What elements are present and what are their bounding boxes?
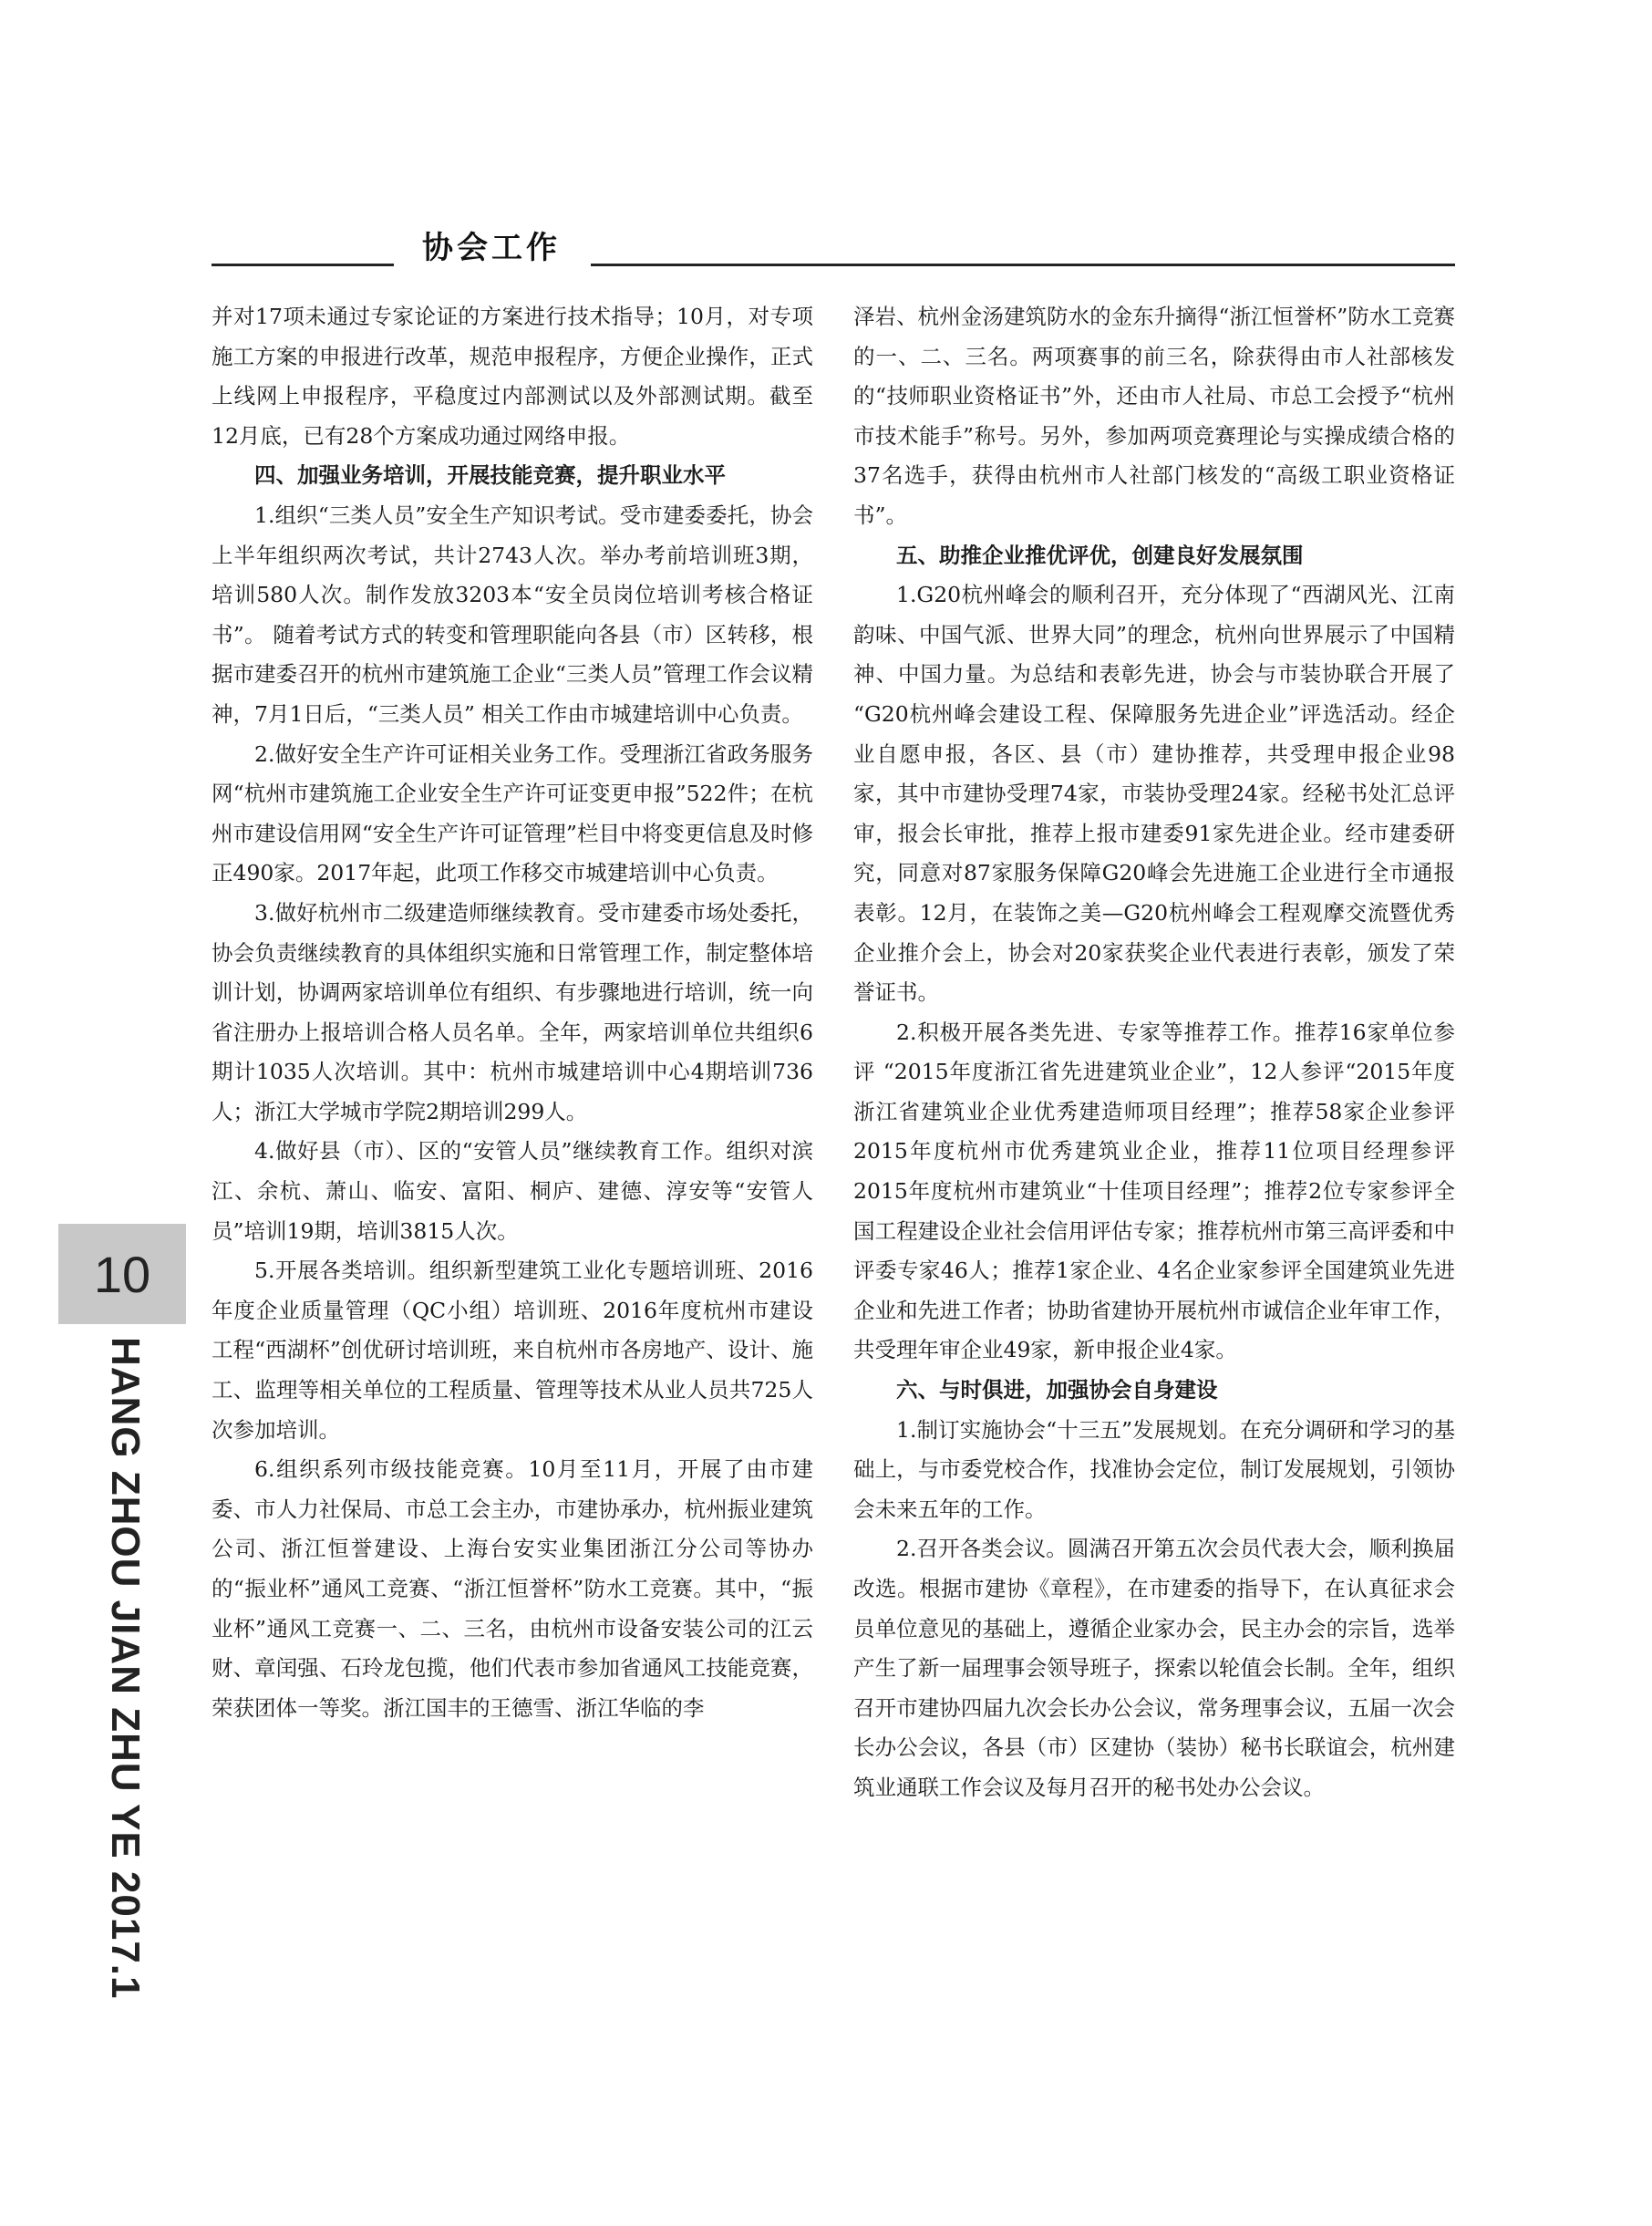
paragraph: 并对17项未通过专家论证的方案进行技术指导；10月，对专项施工方案的申报进行改革，规范申报程序，方便企业操作，正式上线网上申报程序，平稳度过内部测试以及外部测试期。截至12月底，已有28个方案成功通过网络申报。 xyxy=(212,304,813,449)
paragraph: 1.G20杭州峰会的顺利召开，充分体现了“西湖风光、江南韵味、中国气派、世界大同”的理念，杭州向世界展示了中国精神、中国力量。为总结和表彰先进，协会与市装协联合开展了 “G20杭州峰会建设工程、保障服务先进企业”评选活动。经企业自愿申报，各区、县（市）建协推荐，共受理申报企业98家，其中市建协受理74家，市装协受理24家。经秘书处汇总评审，报会长审批，推荐上报市建委91家先进企业。经市建委研究，同意对87家服务保障G20峰会先进施工企业进行全市通报表彰。12月，在装饰之美—G20杭州峰会工程观摩交流暨优秀企业推介会上，协会对20家获奖企业代表进行表彰，颁发了荣誉证书。 xyxy=(853,582,1455,1006)
paragraph: 5.开展各类培训。组织新型建筑工业化专题培训班、2016年度企业质量管理（QC小组）培训班、2016年度杭州市建设工程“西湖杯”创优研讨培训班，来自杭州市各房地产、设计、施工、监理等相关单位的工程质量、管理等技术从业人员共725人次参加培训。 xyxy=(212,1258,813,1443)
page-number-tab xyxy=(58,1224,186,1324)
journal-name-vertical: HANG ZHOU JIAN ZHU YE 2017.1 xyxy=(103,1337,148,2000)
header-rule-right xyxy=(591,264,1455,266)
paragraph: 1.制订实施协会“十三五”发展规划。在充分调研和学习的基础上，与市委党校合作，找准协会定位，制订发展规划，引领协会未来五年的工作。 xyxy=(853,1416,1455,1522)
paragraph: 泽岩、杭州金汤建筑防水的金东升摘得“浙江恒誉杯”防水工竞赛的一、二、三名。两项赛事的前三名，除获得由市人社部核发的“技师职业资格证书”外，还由市人社局、市总工会授予“杭州市技术能手”称号。另外，参加两项竞赛理论与实操成绩合格的37名选手，获得由杭州市人社部门核发的“高级工职业资格证书”。 xyxy=(853,304,1455,528)
paragraph: 4.做好县（市）、区的“安管人员”继续教育工作。组织对滨江、余杭、萧山、临安、富阳、桐庐、建德、淳安等“安管人员”培训19期，培训3815人次。 xyxy=(212,1138,813,1244)
header-rule-left xyxy=(212,264,394,266)
paragraph: 3.做好杭州市二级建造师继续教育。受市建委市场处委托，协会负责继续教育的具体组织实施和日常管理工作，制定整体培训计划，协调两家培训单位有组织、有步骤地进行培训，统一向省注册办上报培训合格人员名单。全年，两家培训单位共组织6期计1035人次培训。其中：杭州市城建培训中心4期培训736人；浙江大学城市学院2期培训299人。 xyxy=(212,899,813,1124)
paragraph: 1.组织“三类人员”安全生产知识考试。受市建委委托，协会上半年组织两次考试，共计2743人次。举办考前培训班3期，培训580人次。制作发放3203本“安全员岗位培训考核合格证书”。 随着考试方式的转变和管理职能向各县（市）区转移，根据市建委召开的杭州市建筑施工企业“三类人员”管理工作会议精神，7月1日后，“三类人员” 相关工作由市城建培训中心负责。 xyxy=(212,502,813,727)
paragraph: 2.召开各类会议。圆满召开第五次会员代表大会，顺利换届改选。根据市建协《章程》，在市建委的指导下，在认真征求会员单位意见的基础上，遵循企业家办会，民主办会的宗旨，选举产生了新一届理事会领导班子，探索以轮值会长制。全年，组织召开市建协四届九次会长办公会议，常务理事会议，五届一次会长办公会议，各县（市）区建协（装协）秘书长联谊会，杭州建筑业通联工作会议及每月召开的秘书处办公会议。 xyxy=(853,1536,1455,1800)
paragraph: 2.做好安全生产许可证相关业务工作。受理浙江省政务服务网“杭州市建筑施工企业安全生产许可证变更申报”522件；在杭州市建设信用网“安全生产许可证管理”栏目中将变更信息及时修正490家。2017年起，此项工作移交市城建培训中心负责。 xyxy=(212,740,813,886)
section-heading: 四、加强业务培训，开展技能竞赛，提升职业水平 xyxy=(254,462,726,489)
right-column xyxy=(853,297,1455,1808)
section-heading: 六、与时俱进，加强协会自身建设 xyxy=(896,1377,1218,1403)
page-number: 10 xyxy=(93,1245,151,1303)
section-header-title: 协会工作 xyxy=(422,230,561,266)
paragraph: 6.组织系列市级技能竞赛。10月至11月，开展了由市建委、市人力社保局、市总工会主办，市建协承办，杭州振业建筑公司、浙江恒誉建设、上海台安实业集团浙江分公司等协办的“振业杯”通风工竞赛、“浙江恒誉杯”防水工竞赛。其中，“振业杯”通风工竞赛一、二、三名，由杭州市设备安装公司的江云财、章闰强、石玲龙包揽，他们代表市参加省通风工技能竞赛，荣获团体一等奖。浙江国丰的王德雪、浙江华临的李 xyxy=(212,1456,813,1721)
paragraph: 2.积极开展各类先进、专家等推荐工作。推荐16家单位参评 “2015年度浙江省先进建筑业企业”，12人参评“2015年度浙江省建筑业企业优秀建造师项目经理”；推荐58家企业参评2015年度杭州市优秀建筑业企业，推荐11位项目经理参评2015年度杭州市建筑业“十佳项目经理”；推荐2位专家参评全国工程建设企业社会信用评估专家；推荐杭州市第三高评委和中评委专家46人；推荐1家企业、4名企业家参评全国建筑业先进企业和先进工作者；协助省建协开展杭州市诚信企业年审工作，共受理年审企业49家，新申报企业4家。 xyxy=(853,1019,1455,1363)
left-column xyxy=(212,297,813,1728)
section-heading: 五、助推企业推优评优，创建良好发展氛围 xyxy=(896,542,1304,568)
